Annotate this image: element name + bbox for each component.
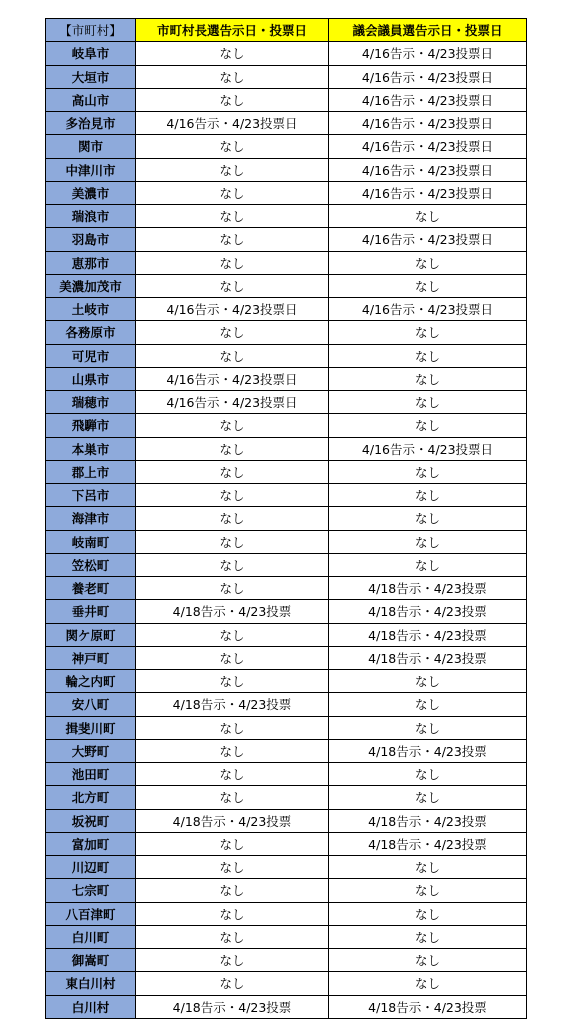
- municipality-cell: 関ケ原町: [46, 623, 136, 646]
- mayor-election-cell: なし: [136, 507, 329, 530]
- table-row: [46, 879, 527, 902]
- mayor-election-cell: なし: [136, 274, 329, 297]
- table-row: [46, 646, 527, 669]
- table-row: [46, 786, 527, 809]
- municipality-cell: 安八町: [46, 693, 136, 716]
- municipality-cell: 白川村: [46, 995, 136, 1018]
- mayor-election-cell: 4/18告示・4/23投票: [136, 995, 329, 1018]
- council-election-cell: 4/16告示・4/23投票日: [329, 298, 527, 321]
- mayor-election-cell: なし: [136, 646, 329, 669]
- table-row: [46, 693, 527, 716]
- council-election-cell: 4/18告示・4/23投票: [329, 577, 527, 600]
- mayor-election-cell: なし: [136, 739, 329, 762]
- table-row: [46, 88, 527, 111]
- council-election-cell: 4/16告示・4/23投票日: [329, 88, 527, 111]
- council-election-cell: 4/16告示・4/23投票日: [329, 112, 527, 135]
- mayor-election-cell: なし: [136, 65, 329, 88]
- header-row: [46, 19, 527, 42]
- mayor-election-cell: なし: [136, 42, 329, 65]
- municipality-cell: 坂祝町: [46, 809, 136, 832]
- council-election-cell: 4/18告示・4/23投票: [329, 809, 527, 832]
- municipality-cell: 岐阜市: [46, 42, 136, 65]
- council-election-cell: 4/18告示・4/23投票: [329, 646, 527, 669]
- council-election-cell: なし: [329, 507, 527, 530]
- mayor-election-cell: なし: [136, 530, 329, 553]
- municipality-cell: 土岐市: [46, 298, 136, 321]
- council-election-cell: なし: [329, 972, 527, 995]
- mayor-election-cell: なし: [136, 972, 329, 995]
- mayor-election-cell: なし: [136, 437, 329, 460]
- table-row: [46, 274, 527, 297]
- council-election-cell: 4/18告示・4/23投票: [329, 832, 527, 855]
- council-election-cell: なし: [329, 670, 527, 693]
- municipality-cell: 七宗町: [46, 879, 136, 902]
- mayor-election-cell: なし: [136, 577, 329, 600]
- mayor-election-cell: なし: [136, 181, 329, 204]
- municipality-cell: 垂井町: [46, 600, 136, 623]
- council-election-cell: なし: [329, 949, 527, 972]
- mayor-election-cell: なし: [136, 716, 329, 739]
- mayor-election-cell: 4/16告示・4/23投票日: [136, 298, 329, 321]
- council-election-cell: 4/16告示・4/23投票日: [329, 158, 527, 181]
- municipality-cell: 養老町: [46, 577, 136, 600]
- table-row: [46, 42, 527, 65]
- mayor-election-cell: なし: [136, 902, 329, 925]
- municipality-cell: 御嵩町: [46, 949, 136, 972]
- municipality-cell: 瑞穂市: [46, 391, 136, 414]
- council-election-cell: なし: [329, 274, 527, 297]
- table-row: [46, 367, 527, 390]
- mayor-election-cell: なし: [136, 832, 329, 855]
- table-row: [46, 158, 527, 181]
- council-election-cell: なし: [329, 391, 527, 414]
- municipality-cell: 海津市: [46, 507, 136, 530]
- council-election-cell: なし: [329, 414, 527, 437]
- municipality-cell: 恵那市: [46, 251, 136, 274]
- table-row: [46, 995, 527, 1018]
- municipality-cell: 揖斐川町: [46, 716, 136, 739]
- mayor-election-cell: なし: [136, 856, 329, 879]
- municipality-cell: 各務原市: [46, 321, 136, 344]
- table-row: [46, 484, 527, 507]
- mayor-election-cell: 4/18告示・4/23投票: [136, 600, 329, 623]
- mayor-election-header: 市町村長選告示日・投票日: [136, 19, 329, 42]
- mayor-election-cell: なし: [136, 925, 329, 948]
- council-election-cell: なし: [329, 553, 527, 576]
- municipality-cell: 東白川村: [46, 972, 136, 995]
- mayor-election-cell: 4/16告示・4/23投票日: [136, 391, 329, 414]
- council-election-cell: なし: [329, 205, 527, 228]
- council-election-cell: 4/16告示・4/23投票日: [329, 65, 527, 88]
- table-row: [46, 623, 527, 646]
- mayor-election-cell: なし: [136, 251, 329, 274]
- table-row: [46, 112, 527, 135]
- municipality-cell: 美濃加茂市: [46, 274, 136, 297]
- mayor-election-cell: なし: [136, 205, 329, 228]
- municipality-cell: 八百津町: [46, 902, 136, 925]
- mayor-election-cell: なし: [136, 484, 329, 507]
- election-schedule-table: [45, 18, 527, 1019]
- table-row: [46, 902, 527, 925]
- council-election-cell: 4/18告示・4/23投票: [329, 600, 527, 623]
- mayor-election-cell: なし: [136, 879, 329, 902]
- table-row: [46, 507, 527, 530]
- council-election-cell: なし: [329, 925, 527, 948]
- municipality-header: 【市町村】: [46, 19, 136, 42]
- table-row: [46, 321, 527, 344]
- council-election-cell: なし: [329, 902, 527, 925]
- municipality-cell: 可児市: [46, 344, 136, 367]
- mayor-election-cell: なし: [136, 786, 329, 809]
- council-election-cell: なし: [329, 716, 527, 739]
- council-election-cell: なし: [329, 879, 527, 902]
- council-election-cell: 4/18告示・4/23投票: [329, 739, 527, 762]
- municipality-cell: 多治見市: [46, 112, 136, 135]
- mayor-election-cell: なし: [136, 460, 329, 483]
- table-row: [46, 763, 527, 786]
- municipality-cell: 白川町: [46, 925, 136, 948]
- council-election-cell: なし: [329, 856, 527, 879]
- table-row: [46, 832, 527, 855]
- table-row: [46, 577, 527, 600]
- municipality-cell: 関市: [46, 135, 136, 158]
- council-election-cell: 4/16告示・4/23投票日: [329, 437, 527, 460]
- table-row: [46, 251, 527, 274]
- municipality-cell: 本巣市: [46, 437, 136, 460]
- council-election-cell: 4/18告示・4/23投票: [329, 623, 527, 646]
- mayor-election-cell: なし: [136, 321, 329, 344]
- table-row: [46, 716, 527, 739]
- table-row: [46, 600, 527, 623]
- council-election-header: 議会議員選告示日・投票日: [329, 19, 527, 42]
- council-election-cell: 4/16告示・4/23投票日: [329, 135, 527, 158]
- table-row: [46, 391, 527, 414]
- table-row: [46, 925, 527, 948]
- table-row: [46, 949, 527, 972]
- mayor-election-cell: なし: [136, 623, 329, 646]
- municipality-cell: 岐南町: [46, 530, 136, 553]
- council-election-cell: なし: [329, 693, 527, 716]
- table-row: [46, 135, 527, 158]
- mayor-election-cell: なし: [136, 158, 329, 181]
- mayor-election-cell: 4/16告示・4/23投票日: [136, 112, 329, 135]
- table-row: [46, 181, 527, 204]
- municipality-cell: 大野町: [46, 739, 136, 762]
- municipality-cell: 大垣市: [46, 65, 136, 88]
- mayor-election-cell: なし: [136, 763, 329, 786]
- table-body: [46, 42, 527, 1019]
- mayor-election-cell: なし: [136, 553, 329, 576]
- council-election-cell: 4/16告示・4/23投票日: [329, 181, 527, 204]
- municipality-cell: 郡上市: [46, 460, 136, 483]
- municipality-cell: 山県市: [46, 367, 136, 390]
- mayor-election-cell: なし: [136, 228, 329, 251]
- municipality-cell: 羽島市: [46, 228, 136, 251]
- council-election-cell: なし: [329, 484, 527, 507]
- municipality-cell: 富加町: [46, 832, 136, 855]
- mayor-election-cell: なし: [136, 88, 329, 111]
- council-election-cell: なし: [329, 530, 527, 553]
- table-row: [46, 298, 527, 321]
- municipality-cell: 美濃市: [46, 181, 136, 204]
- table-row: [46, 460, 527, 483]
- municipality-cell: 神戸町: [46, 646, 136, 669]
- council-election-cell: 4/18告示・4/23投票: [329, 995, 527, 1018]
- council-election-cell: なし: [329, 763, 527, 786]
- council-election-cell: なし: [329, 251, 527, 274]
- mayor-election-cell: 4/16告示・4/23投票日: [136, 367, 329, 390]
- table-row: [46, 856, 527, 879]
- mayor-election-cell: なし: [136, 670, 329, 693]
- municipality-cell: 川辺町: [46, 856, 136, 879]
- council-election-cell: なし: [329, 344, 527, 367]
- mayor-election-cell: なし: [136, 414, 329, 437]
- municipality-cell: 笠松町: [46, 553, 136, 576]
- municipality-cell: 中津川市: [46, 158, 136, 181]
- table-row: [46, 437, 527, 460]
- table-row: [46, 972, 527, 995]
- council-election-cell: なし: [329, 460, 527, 483]
- table-row: [46, 228, 527, 251]
- table-row: [46, 414, 527, 437]
- table-row: [46, 530, 527, 553]
- table-row: [46, 65, 527, 88]
- council-election-cell: 4/16告示・4/23投票日: [329, 228, 527, 251]
- municipality-cell: 瑞浪市: [46, 205, 136, 228]
- mayor-election-cell: なし: [136, 135, 329, 158]
- table-row: [46, 739, 527, 762]
- mayor-election-cell: なし: [136, 344, 329, 367]
- council-election-cell: なし: [329, 367, 527, 390]
- table-row: [46, 670, 527, 693]
- mayor-election-cell: 4/18告示・4/23投票: [136, 809, 329, 832]
- council-election-cell: 4/16告示・4/23投票日: [329, 42, 527, 65]
- municipality-cell: 輪之内町: [46, 670, 136, 693]
- municipality-cell: 飛騨市: [46, 414, 136, 437]
- mayor-election-cell: なし: [136, 949, 329, 972]
- table-row: [46, 344, 527, 367]
- table-row: [46, 205, 527, 228]
- table-row: [46, 809, 527, 832]
- council-election-cell: なし: [329, 321, 527, 344]
- table-row: [46, 553, 527, 576]
- municipality-cell: 高山市: [46, 88, 136, 111]
- mayor-election-cell: 4/18告示・4/23投票: [136, 693, 329, 716]
- municipality-cell: 下呂市: [46, 484, 136, 507]
- council-election-cell: なし: [329, 786, 527, 809]
- municipality-cell: 池田町: [46, 763, 136, 786]
- municipality-cell: 北方町: [46, 786, 136, 809]
